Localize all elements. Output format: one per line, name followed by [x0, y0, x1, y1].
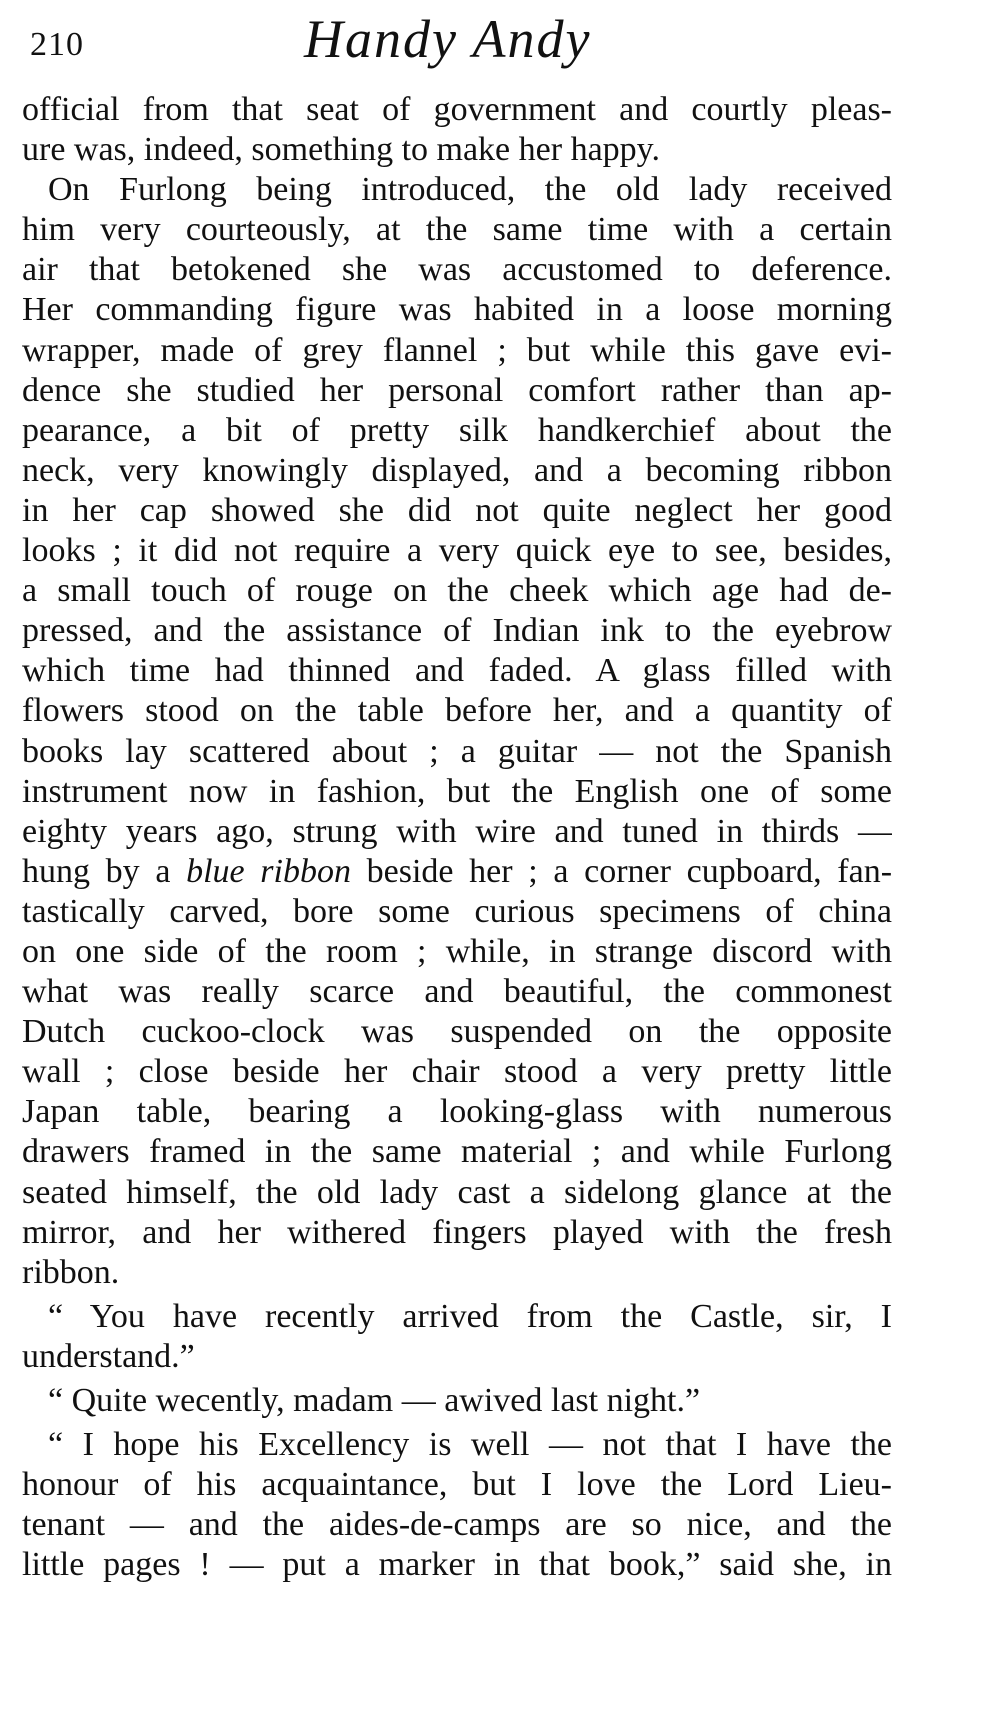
text-line: honour of his acquaintance, but I love the Lord Lieu- — [22, 1466, 892, 1504]
text-line: ribbon. — [22, 1253, 120, 1291]
text-line: Dutch cuckoo-clock was suspended on the opposite — [22, 1013, 892, 1051]
text-line: a small touch of rouge on the cheek which age had de- — [22, 572, 892, 610]
page-number: 210 — [30, 26, 84, 63]
text-line-with-italic — [22, 852, 892, 892]
paragraph-start-line: On Furlong being introduced, the old lady received — [48, 171, 892, 209]
text-line: drawers framed in the same material ; and while Furlong — [22, 1133, 892, 1171]
text-line: wall ; close beside her chair stood a very pretty little — [22, 1053, 892, 1091]
text-line: understand.” — [22, 1337, 195, 1375]
running-title: Handy Andy — [304, 9, 592, 69]
line-segment: beside her ; a corner cupboard, fan- — [350, 852, 892, 890]
text-line: pearance, a bit of pretty silk handkerchief about the — [22, 411, 892, 449]
text-line: seated himself, the old lady cast a sidelong glance at the — [22, 1173, 892, 1211]
text-line: flowers stood on the table before her, and a quantity of — [22, 692, 892, 730]
text-line: tastically carved, bore some curious specimens of china — [22, 892, 892, 930]
page-header — [22, 8, 702, 90]
text-line: looks ; it did not require a very quick eye to see, besides, — [22, 532, 892, 570]
text-line: official from that seat of government and courtly pleas- — [22, 91, 892, 128]
text-line: wrapper, made of grey flannel ; but while this gave evi- — [22, 331, 892, 369]
text-line: air that betokened she was accustomed to deference. — [22, 251, 892, 289]
text-line: neck, very knowingly displayed, and a becoming ribbon — [22, 451, 892, 489]
text-line: Japan table, bearing a looking-glass with numerous — [22, 1093, 892, 1131]
paragraph-start-line: “ Quite wecently, madam — awived last night.” — [48, 1382, 701, 1419]
text-line: Her commanding figure was habited in a loose morning — [22, 291, 892, 329]
text-line: mirror, and her withered fingers played with the fresh — [22, 1213, 892, 1251]
line-segment: hung by a — [22, 852, 187, 890]
text-line: in her cap showed she did not quite neglect her good — [22, 491, 892, 529]
text-line: which time had thinned and faded. A glass filled with — [22, 652, 892, 690]
text-line: pressed, and the assistance of Indian ink to the eyebrow — [22, 612, 892, 650]
text-line: little pages ! — put a marker in that book,” said she, in — [22, 1546, 892, 1584]
text-line: instrument now in fashion, but the English one of some — [22, 772, 892, 810]
text-line: tenant — and the aides-de-camps are so nice, and the — [22, 1506, 892, 1544]
paragraph-start-line: “ I hope his Excellency is well — not that I have the — [48, 1426, 892, 1464]
italic-phrase: blue ribbon — [186, 852, 351, 890]
text-line: eighty years ago, strung with wire and tuned in thirds — — [22, 812, 892, 850]
paragraph-start-line: “ You have recently arrived from the Castle, sir, I — [48, 1297, 892, 1335]
text-line: what was really scarce and beautiful, the commonest — [22, 973, 892, 1011]
text-line: books lay scattered about ; a guitar — not the Spanish — [22, 732, 892, 770]
text-line: dence she studied her personal comfort rather than ap- — [22, 371, 892, 409]
text-line: ure was, indeed, something to make her happy. — [22, 131, 660, 169]
text-line: on one side of the room ; while, in strange discord with — [22, 932, 892, 970]
text-line: him very courteously, at the same time with a certain — [22, 211, 892, 249]
body-text — [22, 90, 892, 1585]
